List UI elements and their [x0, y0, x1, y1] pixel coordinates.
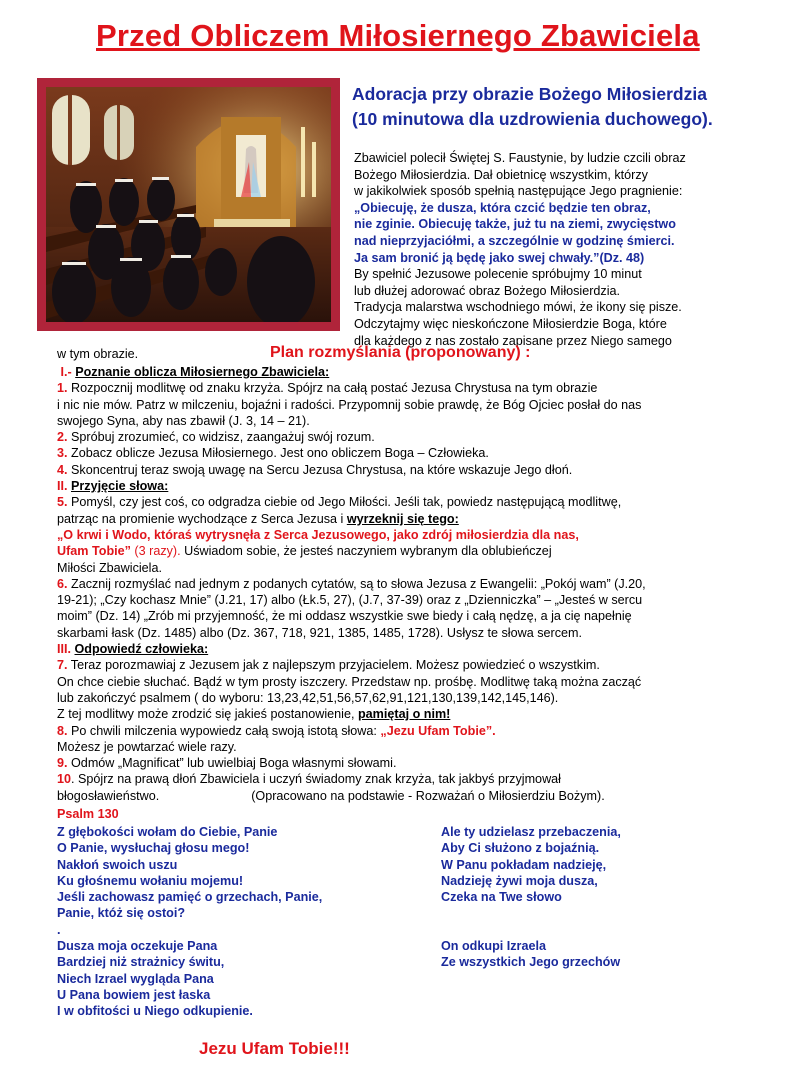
item-5-cont: Miłości Zbawiciela.: [57, 560, 162, 575]
psalm-line: Dusza moja oczekuje Pana: [57, 939, 218, 954]
promise-quote-line: nad nieprzyjaciółmi, a szczególnie w godzinę śmierci.: [354, 233, 675, 248]
source-note: (Opracowano na podstawie - Rozważań o Miłosierdziu Bożym).: [251, 788, 605, 803]
psalm-line: Aby Ci służono z bojaźnią.: [441, 841, 600, 856]
psalm-title: Psalm 130: [57, 807, 119, 821]
psalm-line: U Pana bowiem jest łaska: [57, 987, 211, 1002]
section-title: Odpowiedź człowieka:: [74, 642, 209, 657]
item-number: 2.: [57, 430, 68, 445]
chapel-adoration-photo: [46, 87, 331, 322]
item-text: patrząc na promienie wychodzące z Serca Jezusa i: [57, 511, 347, 526]
ufam-tobie: Ufam Tobie”: [57, 544, 131, 559]
intro-line: dla każdego z nas zostało zapisane przez Niego samego: [354, 333, 672, 348]
psalm-line: Niech Izrael wygląda Pana: [57, 971, 214, 986]
psalm-line: Ze wszystkich Jego grzechów: [441, 955, 621, 970]
item-number: 3.: [57, 446, 68, 461]
intro-line: w jakikolwiek sposób spełnią następujące Jego pragnienie:: [354, 184, 683, 199]
item-5-cont: [57, 511, 797, 527]
item-6-cont: 19-21); „Czy kochasz Mnie” (J.21, 17) albo (Łk.5, 27), (J.7, 37-39) oraz z „Dzienniczka” – „Jesteś w sercu: [57, 593, 643, 608]
intro-line: Bożego Miłosierdzia. Dał obietnicę wszystkim, którzy: [354, 167, 648, 182]
item-7-cont: On chce ciebie słuchać. Bądź w tym prosty iszczery. Przedstaw np. prośbę. Modlitwę taką można zacząć: [57, 674, 642, 689]
page-title: Przed Obliczem Miłosiernego Zbawiciela: [96, 18, 700, 53]
item-text: Pomyśl, czy jest coś, co odgradza ciebie od Jego Miłości. Jeśli tak, powiedz następującą modlitwę,: [67, 495, 622, 510]
promise-quote-line: nie zginie. Obiecuję także, już tu na ziemi, zwycięstwo: [354, 217, 676, 232]
intro-line: Zbawiciel polecił Świętej S. Faustynie, by ludzie czcili obraz: [354, 151, 686, 165]
psalm-line: W Panu pokładam nadzieję,: [441, 857, 607, 872]
psalm-line: Nadzieję żywi moja dusza,: [441, 873, 598, 888]
item-text: Teraz porozmawiaj z Jezusem jak z najlepszym przyjacielem. Możesz powiedzieć o wszystkim.: [67, 658, 600, 673]
closing-invocation: Jezu Ufam Tobie!!!: [199, 1039, 350, 1058]
section-title: Przyjęcie słowa:: [71, 479, 169, 494]
item-6-cont: skarbami łask (Dz. 1485) albo (Dz. 367, 718, 921, 1385, 1485, 1728). Usłysz te słowa sercem.: [57, 625, 582, 640]
item-number: 8.: [57, 723, 68, 738]
item-text: Spróbuj zrozumieć, co widzisz, zaangażuj swój rozum.: [67, 430, 375, 445]
item-3: [57, 445, 797, 461]
item-5: [57, 494, 797, 510]
subtitle-line-1: Adoracja przy obrazie Bożego Miłosierdzia: [352, 84, 707, 104]
item-text: Po chwili milczenia wypowiedz całą swoją istotą słowa:: [67, 723, 381, 738]
blood-and-water-prayer: „O krwi i Wodo, któraś wytrysnęła z Serca Jezusowego, jako zdrój miłosierdzia dla nas,: [57, 527, 579, 542]
section-title: Poznanie oblicza Miłosiernego Zbawiciela:: [75, 365, 330, 379]
psalm-line: Bardziej niż strażnicy świtu,: [57, 955, 225, 970]
intro-paragraph: [354, 150, 784, 349]
section-number: I.-: [60, 365, 72, 379]
item-number: 9.: [57, 756, 68, 771]
item-number: 7.: [57, 658, 68, 673]
section-2-heading: [57, 478, 797, 494]
item-7: [57, 657, 797, 673]
item-8: [57, 723, 797, 739]
item-7-cont: [57, 706, 797, 722]
item-text: Skoncentruj teraz swoją uwagę na Sercu Jezusa Chrystusa, na które wskazuje Jego dłoń.: [67, 462, 573, 477]
item-text: Odmów „Magnificat” lub uwielbiaj Boga własnymi słowami.: [67, 756, 397, 771]
psalm-line: On odkupi Izraela: [441, 939, 546, 954]
item-text: Zobacz oblicze Jezusa Miłosiernego. Jest ono obliczem Boga – Człowieka.: [67, 446, 489, 461]
item-6-cont: moim” (Dz. 14) „Zrób mi przyjemność, że mi oddasz wszystkie swe biedy i całą nędzę, a ja cię napełnię: [57, 609, 632, 624]
item-10: [57, 771, 797, 787]
item-text: Z tej modlitwy może zrodzić się jakieś postanowienie,: [57, 707, 358, 722]
psalm-left-column: [57, 824, 322, 1020]
item-text: Uświadom sobie, że jesteś naczyniem wybranym dla oblubieńczej: [180, 544, 552, 559]
promise-quote-line: „Obiecuję, że dusza, która czcić będzie ten obraz,: [354, 200, 651, 215]
chapel-photo-frame: [37, 78, 340, 331]
item-number: 10: [57, 772, 72, 787]
intro-line: Tradycja malarstwa wschodniego mówi, że ikony się pisze.: [354, 300, 682, 315]
psalm-line: Jeśli zachowasz pamięć o grzechach, Panie,: [57, 890, 323, 905]
intro-line: lub dłużej adorować obraz Bożego Miłosierdzia.: [354, 283, 621, 298]
psalm-line: O Panie, wysłuchaj głosu mego!: [57, 841, 250, 856]
item-5-cont: [57, 543, 797, 559]
psalm-right-column: [441, 824, 621, 971]
item-1: [57, 380, 797, 396]
item-number: 1.: [57, 381, 68, 396]
renounce-emphasis: wyrzeknij się tego:: [346, 511, 459, 526]
item-9: [57, 755, 797, 771]
intro-tail: w tym obrazie.: [57, 347, 139, 361]
item-number: 5.: [57, 495, 68, 510]
psalm-line: Ku głośnemu wołaniu mojemu!: [57, 873, 244, 888]
plan-heading: Plan rozmyślania (proponowany) :: [270, 344, 531, 361]
psalm-line: Czeka na Twe słowo: [441, 890, 562, 905]
section-1-heading: [57, 364, 797, 380]
item-text: błogosławieństwo.: [57, 788, 160, 803]
item-2: [57, 429, 797, 445]
item-10-cont: [57, 788, 797, 804]
item-4: [57, 462, 797, 478]
remember-emphasis: pamiętaj o nim!: [357, 707, 451, 722]
item-text: Rozpocznij modlitwę od znaku krzyża. Spójrz na całą postać Jezusa Chrystusa na tym obrazie: [67, 381, 598, 396]
jezu-ufam-tobie-emphasis: „Jezu Ufam Tobie”.: [380, 723, 496, 738]
meditation-plan: [57, 364, 797, 804]
psalm-line: .: [57, 922, 61, 937]
item-6: [57, 576, 797, 592]
psalm-line: Z głębokości wołam do Ciebie, Panie: [57, 825, 278, 839]
item-1-cont: i nic nie mów. Patrz w milczeniu, bojaźni i radości. Przypomnij sobie prawdę, że Bóg Ojciec posłał do nas: [57, 397, 642, 412]
psalm-line: Nakłoń swoich uszu: [57, 857, 178, 872]
psalm-line: I w obfitości u Niego odkupienie.: [57, 1004, 253, 1019]
item-number: 4.: [57, 462, 68, 477]
item-1-cont: swojego Syna, aby nas zbawił (J. 3, 14 – 21).: [57, 413, 310, 428]
intro-line: By spełnić Jezusowe polecenie spróbujmy 10 minut: [354, 267, 642, 282]
subtitle: [352, 82, 713, 132]
item-number: 6.: [57, 576, 68, 591]
item-text: . Spójrz na prawą dłoń Zbawiciela i uczyń świadomy znak krzyża, tak jakbyś przyjmował: [71, 772, 561, 787]
section-number: III.: [57, 642, 71, 657]
section-number: II.: [57, 479, 68, 494]
promise-quote-line: Ja sam bronić ją będę jako swej chwały.”(Dz. 48): [354, 250, 645, 265]
subtitle-line-2: (10 minutowa dla uzdrowienia duchowego).: [352, 109, 713, 129]
psalm-line: Panie, któż się ostoi?: [57, 906, 186, 921]
item-text: Zacznij rozmyślać nad jednym z podanych cytatów, są to słowa Jezusa z Ewangelii: „Pokój wam” (J.20,: [67, 576, 646, 591]
intro-line: Odczytajmy więc nieskończone Miłosierdzie Boga, które: [354, 316, 667, 331]
section-3-heading: [57, 641, 797, 657]
item-7-cont: lub zakończyć psalmem ( do wyboru: 13,23,42,51,56,57,62,91,121,130,139,142,145,146).: [57, 690, 559, 705]
item-8-cont: Możesz je powtarzać wiele razy.: [57, 739, 237, 754]
psalm-line: Ale ty udzielasz przebaczenia,: [441, 825, 621, 839]
repeat-count: (3 razy).: [130, 544, 181, 559]
